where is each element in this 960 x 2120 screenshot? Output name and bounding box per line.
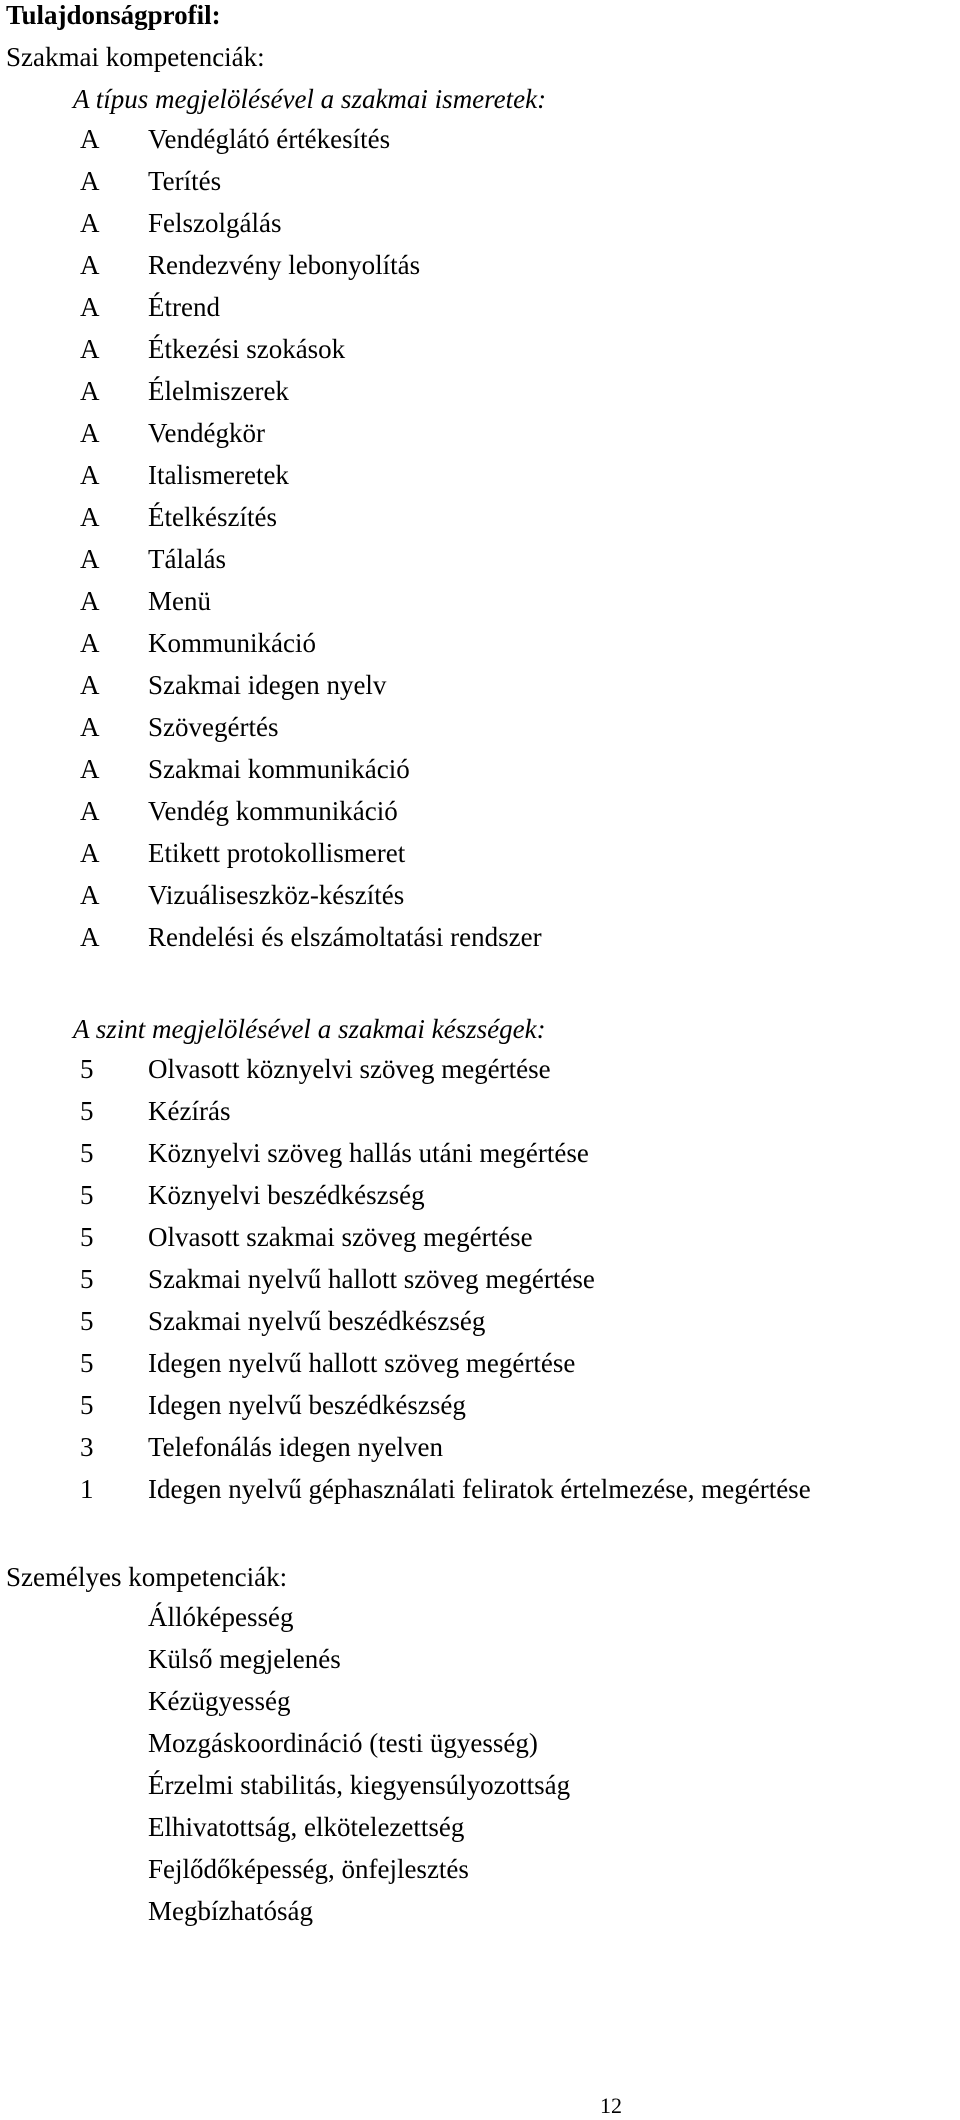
item-text: Köznyelvi beszédkészség: [148, 1180, 425, 1210]
type-marker: A: [80, 376, 100, 406]
type-marker: A: [80, 250, 100, 280]
list-item: [0, 790, 960, 832]
list-item: [0, 412, 960, 454]
item-text: Rendezvény lebonyolítás: [148, 250, 421, 280]
list-item: [0, 244, 960, 286]
type-marker: A: [80, 292, 100, 322]
type-marker: A: [80, 334, 100, 364]
item-text: Idegen nyelvű hallott szöveg megértése: [148, 1348, 576, 1378]
list-item: [0, 748, 960, 790]
list-item: [0, 454, 960, 496]
type-marker: A: [80, 796, 100, 826]
list-item: [0, 1596, 960, 1638]
list-item: [0, 1384, 960, 1426]
item-text: Italismeretek: [148, 460, 289, 490]
list-item: [0, 1048, 960, 1090]
list-item: [0, 1468, 960, 1510]
list-item: [0, 328, 960, 370]
type-marker: A: [80, 586, 100, 616]
type-marker: A: [80, 460, 100, 490]
personal-competencies-heading: Személyes kompetenciák:: [6, 1562, 288, 1592]
item-text: Mozgáskoordináció (testi ügyesség): [148, 1728, 538, 1758]
level-marker: 5: [80, 1264, 94, 1294]
level-marker: 3: [80, 1432, 94, 1462]
list-item: [0, 1258, 960, 1300]
item-text: Élelmiszerek: [148, 376, 289, 406]
type-marker: A: [80, 838, 100, 868]
level-marker: 5: [80, 1222, 94, 1252]
item-text: Szakmai kommunikáció: [148, 754, 410, 784]
skills-list: [0, 1048, 960, 1510]
list-item: [0, 1426, 960, 1468]
item-text: Étkezési szokások: [148, 334, 346, 364]
knowledge-subheading: A típus megjelölésével a szakmai ismeretek:: [73, 84, 547, 114]
list-item: [0, 1638, 960, 1680]
item-text: Olvasott köznyelvi szöveg megértése: [148, 1054, 551, 1084]
list-item: [0, 706, 960, 748]
professional-competencies-heading: Szakmai kompetenciák:: [6, 42, 265, 72]
item-text: Szakmai idegen nyelv: [148, 670, 387, 700]
type-marker: A: [80, 124, 100, 154]
item-text: Vizuáliseszköz-készítés: [148, 880, 405, 910]
personal-list: [0, 1596, 960, 1932]
item-text: Kézügyesség: [148, 1686, 291, 1716]
list-item: [0, 874, 960, 916]
level-marker: 5: [80, 1054, 94, 1084]
item-text: Szövegértés: [148, 712, 279, 742]
item-text: Etikett protokollismeret: [148, 838, 406, 868]
type-marker: A: [80, 544, 100, 574]
page-number: 12: [600, 2093, 622, 2118]
list-item: [0, 1890, 960, 1932]
type-marker: A: [80, 712, 100, 742]
list-item: [0, 1216, 960, 1258]
item-text: Felszolgálás: [148, 208, 282, 238]
item-text: Étrend: [148, 292, 220, 322]
item-text: Állóképesség: [148, 1602, 294, 1632]
list-item: [0, 160, 960, 202]
list-item: [0, 580, 960, 622]
item-text: Vendéglátó értékesítés: [148, 124, 391, 154]
list-item: [0, 664, 960, 706]
type-marker: A: [80, 208, 100, 238]
list-item: [0, 538, 960, 580]
list-item: [0, 370, 960, 412]
item-text: Vendégkör: [148, 418, 265, 448]
list-item: [0, 832, 960, 874]
item-text: Rendelési és elszámoltatási rendszer: [148, 922, 542, 952]
item-text: Fejlődőképesség, önfejlesztés: [148, 1854, 469, 1884]
item-text: Szakmai nyelvű beszédkészség: [148, 1306, 486, 1336]
type-marker: A: [80, 754, 100, 784]
list-item: [0, 1090, 960, 1132]
type-marker: A: [80, 418, 100, 448]
level-marker: 5: [80, 1348, 94, 1378]
type-marker: A: [80, 670, 100, 700]
level-marker: 5: [80, 1390, 94, 1420]
list-item: [0, 1300, 960, 1342]
page-title: Tulajdonságprofil:: [6, 0, 221, 30]
item-text: Szakmai nyelvű hallott szöveg megértése: [148, 1264, 595, 1294]
item-text: Kézírás: [148, 1096, 231, 1126]
item-text: Telefonálás idegen nyelven: [148, 1432, 443, 1462]
item-text: Vendég kommunikáció: [148, 796, 398, 826]
item-text: Terítés: [148, 166, 222, 196]
type-marker: A: [80, 922, 100, 952]
item-text: Idegen nyelvű beszédkészség: [148, 1390, 466, 1420]
list-item: [0, 916, 960, 958]
item-text: Külső megjelenés: [148, 1644, 341, 1674]
type-marker: A: [80, 628, 100, 658]
list-item: [0, 118, 960, 160]
list-item: [0, 1174, 960, 1216]
list-item: [0, 202, 960, 244]
level-marker: 5: [80, 1096, 94, 1126]
item-text: Idegen nyelvű géphasználati feliratok értelmezése, megértése: [148, 1474, 811, 1504]
list-item: [0, 1132, 960, 1174]
list-item: [0, 1342, 960, 1384]
type-marker: A: [80, 880, 100, 910]
item-text: Megbízhatóság: [148, 1896, 313, 1926]
list-item: [0, 1806, 960, 1848]
item-text: Ételkészítés: [148, 502, 277, 532]
item-text: Köznyelvi szöveg hallás utáni megértése: [148, 1138, 589, 1168]
list-item: [0, 286, 960, 328]
list-item: [0, 622, 960, 664]
level-marker: 1: [80, 1474, 94, 1504]
skills-subheading: A szint megjelölésével a szakmai készségek:: [73, 1014, 546, 1044]
level-marker: 5: [80, 1138, 94, 1168]
item-text: Kommunikáció: [148, 628, 316, 658]
list-item: [0, 1680, 960, 1722]
item-text: Tálalás: [148, 544, 226, 574]
list-item: [0, 496, 960, 538]
type-marker: A: [80, 166, 100, 196]
item-text: Olvasott szakmai szöveg megértése: [148, 1222, 533, 1252]
item-text: Menü: [148, 586, 211, 616]
list-item: [0, 1722, 960, 1764]
item-text: Érzelmi stabilitás, kiegyensúlyozottság: [148, 1770, 571, 1800]
item-text: Elhivatottság, elkötelezettség: [148, 1812, 465, 1842]
level-marker: 5: [80, 1306, 94, 1336]
list-item: [0, 1848, 960, 1890]
knowledge-list: [0, 118, 960, 958]
level-marker: 5: [80, 1180, 94, 1210]
type-marker: A: [80, 502, 100, 532]
list-item: [0, 1764, 960, 1806]
